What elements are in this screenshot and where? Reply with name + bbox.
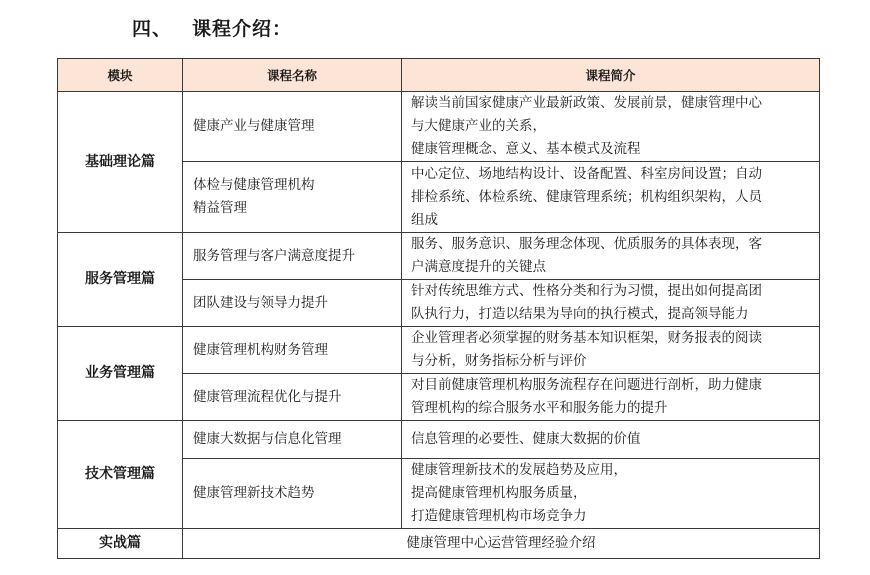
course-name <box>183 92 402 162</box>
cell-line: 健康管理新技术趋势 <box>193 485 315 501</box>
table-header-row <box>58 59 820 92</box>
course-name <box>183 421 402 459</box>
course-name <box>183 233 402 280</box>
cell-line: 健康管理机构财务管理 <box>193 341 328 358</box>
cell-line: 健康管理概念、意义、基本模式及流程 <box>411 141 641 157</box>
course-name <box>183 374 402 421</box>
cell-line: 管理机构的综合服务水平和服务能力的提升 <box>411 400 668 416</box>
cell-line: 户满意度提升的关键点 <box>411 259 546 275</box>
table-row <box>58 421 820 459</box>
cell-line: 信息管理的必要性、健康大数据的价值 <box>411 431 641 447</box>
module-name: 服务管理篇 <box>58 233 183 327</box>
cell-line: 组成 <box>411 211 438 228</box>
course-summary <box>402 233 820 280</box>
cell-line: 服务管理与客户满意度提升 <box>193 247 355 264</box>
module-name: 实战篇 <box>58 529 183 559</box>
cell-line: 打造健康管理机构市场竞争力 <box>411 508 587 524</box>
course-summary <box>402 92 820 162</box>
cell-line: 队执行力，打造以结果为导向的执行模式，提高领导能力 <box>411 306 749 322</box>
course-name <box>183 280 402 327</box>
cell-line: 企业管理者必须掌握的财务基本知识框架，财务报表的阅读 <box>411 330 762 346</box>
section-number: 四、 <box>132 18 173 40</box>
course-name <box>183 327 402 374</box>
course-summary <box>402 421 820 459</box>
cell-line: 健康大数据与信息化管理 <box>193 431 342 447</box>
course-summary <box>402 374 820 421</box>
cell-line: 与大健康产业的关系， <box>411 118 546 134</box>
table-row <box>58 327 820 374</box>
cell-line: 健康管理新技术的发展趋势及应用， <box>411 462 627 478</box>
cell-line: 与分析，财务指标分析与评价 <box>411 353 587 369</box>
table-row <box>58 233 820 280</box>
course-summary <box>402 459 820 529</box>
course-summary <box>402 162 820 233</box>
cell-line: 团队建设与领导力提升 <box>193 294 328 311</box>
cell-line: 解读当前国家健康产业最新政策、发展前景，健康管理中心 <box>411 95 762 111</box>
module-name: 业务管理篇 <box>58 327 183 421</box>
header-course-name: 课程名称 <box>183 59 402 92</box>
module-name: 基础理论篇 <box>58 92 183 233</box>
cell-line: 对目前健康管理机构服务流程存在问题进行剖析，助力健康 <box>411 377 762 393</box>
table-body <box>58 92 820 559</box>
course-summary <box>402 280 820 327</box>
cell-line: 健康产业与健康管理 <box>193 118 315 134</box>
course-name <box>183 459 402 529</box>
table-row <box>58 92 820 162</box>
course-table <box>57 58 820 559</box>
section-heading <box>132 14 292 41</box>
cell-line: 排检系统、体检系统、健康管理系统；机构组织架构，人员 <box>411 188 762 205</box>
table-row-practice <box>58 529 820 559</box>
module-name: 技术管理篇 <box>58 421 183 529</box>
header-course-summary: 课程简介 <box>402 59 820 92</box>
cell-line: 中心定位、场地结构设计、设备配置、科室房间设置；自动 <box>411 165 762 182</box>
cell-line: 精益管理 <box>193 200 247 216</box>
cell-line: 提高健康管理机构服务质量， <box>411 485 587 501</box>
cell-line: 体检与健康管理机构 <box>193 177 315 193</box>
cell-line: 服务、服务意识、服务理念体现、优质服务的具体表现，客 <box>411 236 762 252</box>
practice-content: 健康管理中心运营管理经验介绍 <box>183 529 820 559</box>
cell-line: 健康管理流程优化与提升 <box>193 388 342 405</box>
course-name <box>183 162 402 233</box>
cell-line: 针对传统思维方式、性格分类和行为习惯，提出如何提高团 <box>411 283 762 299</box>
section-title: 课程介绍： <box>192 18 293 40</box>
header-module: 模块 <box>58 59 183 92</box>
course-summary <box>402 327 820 374</box>
